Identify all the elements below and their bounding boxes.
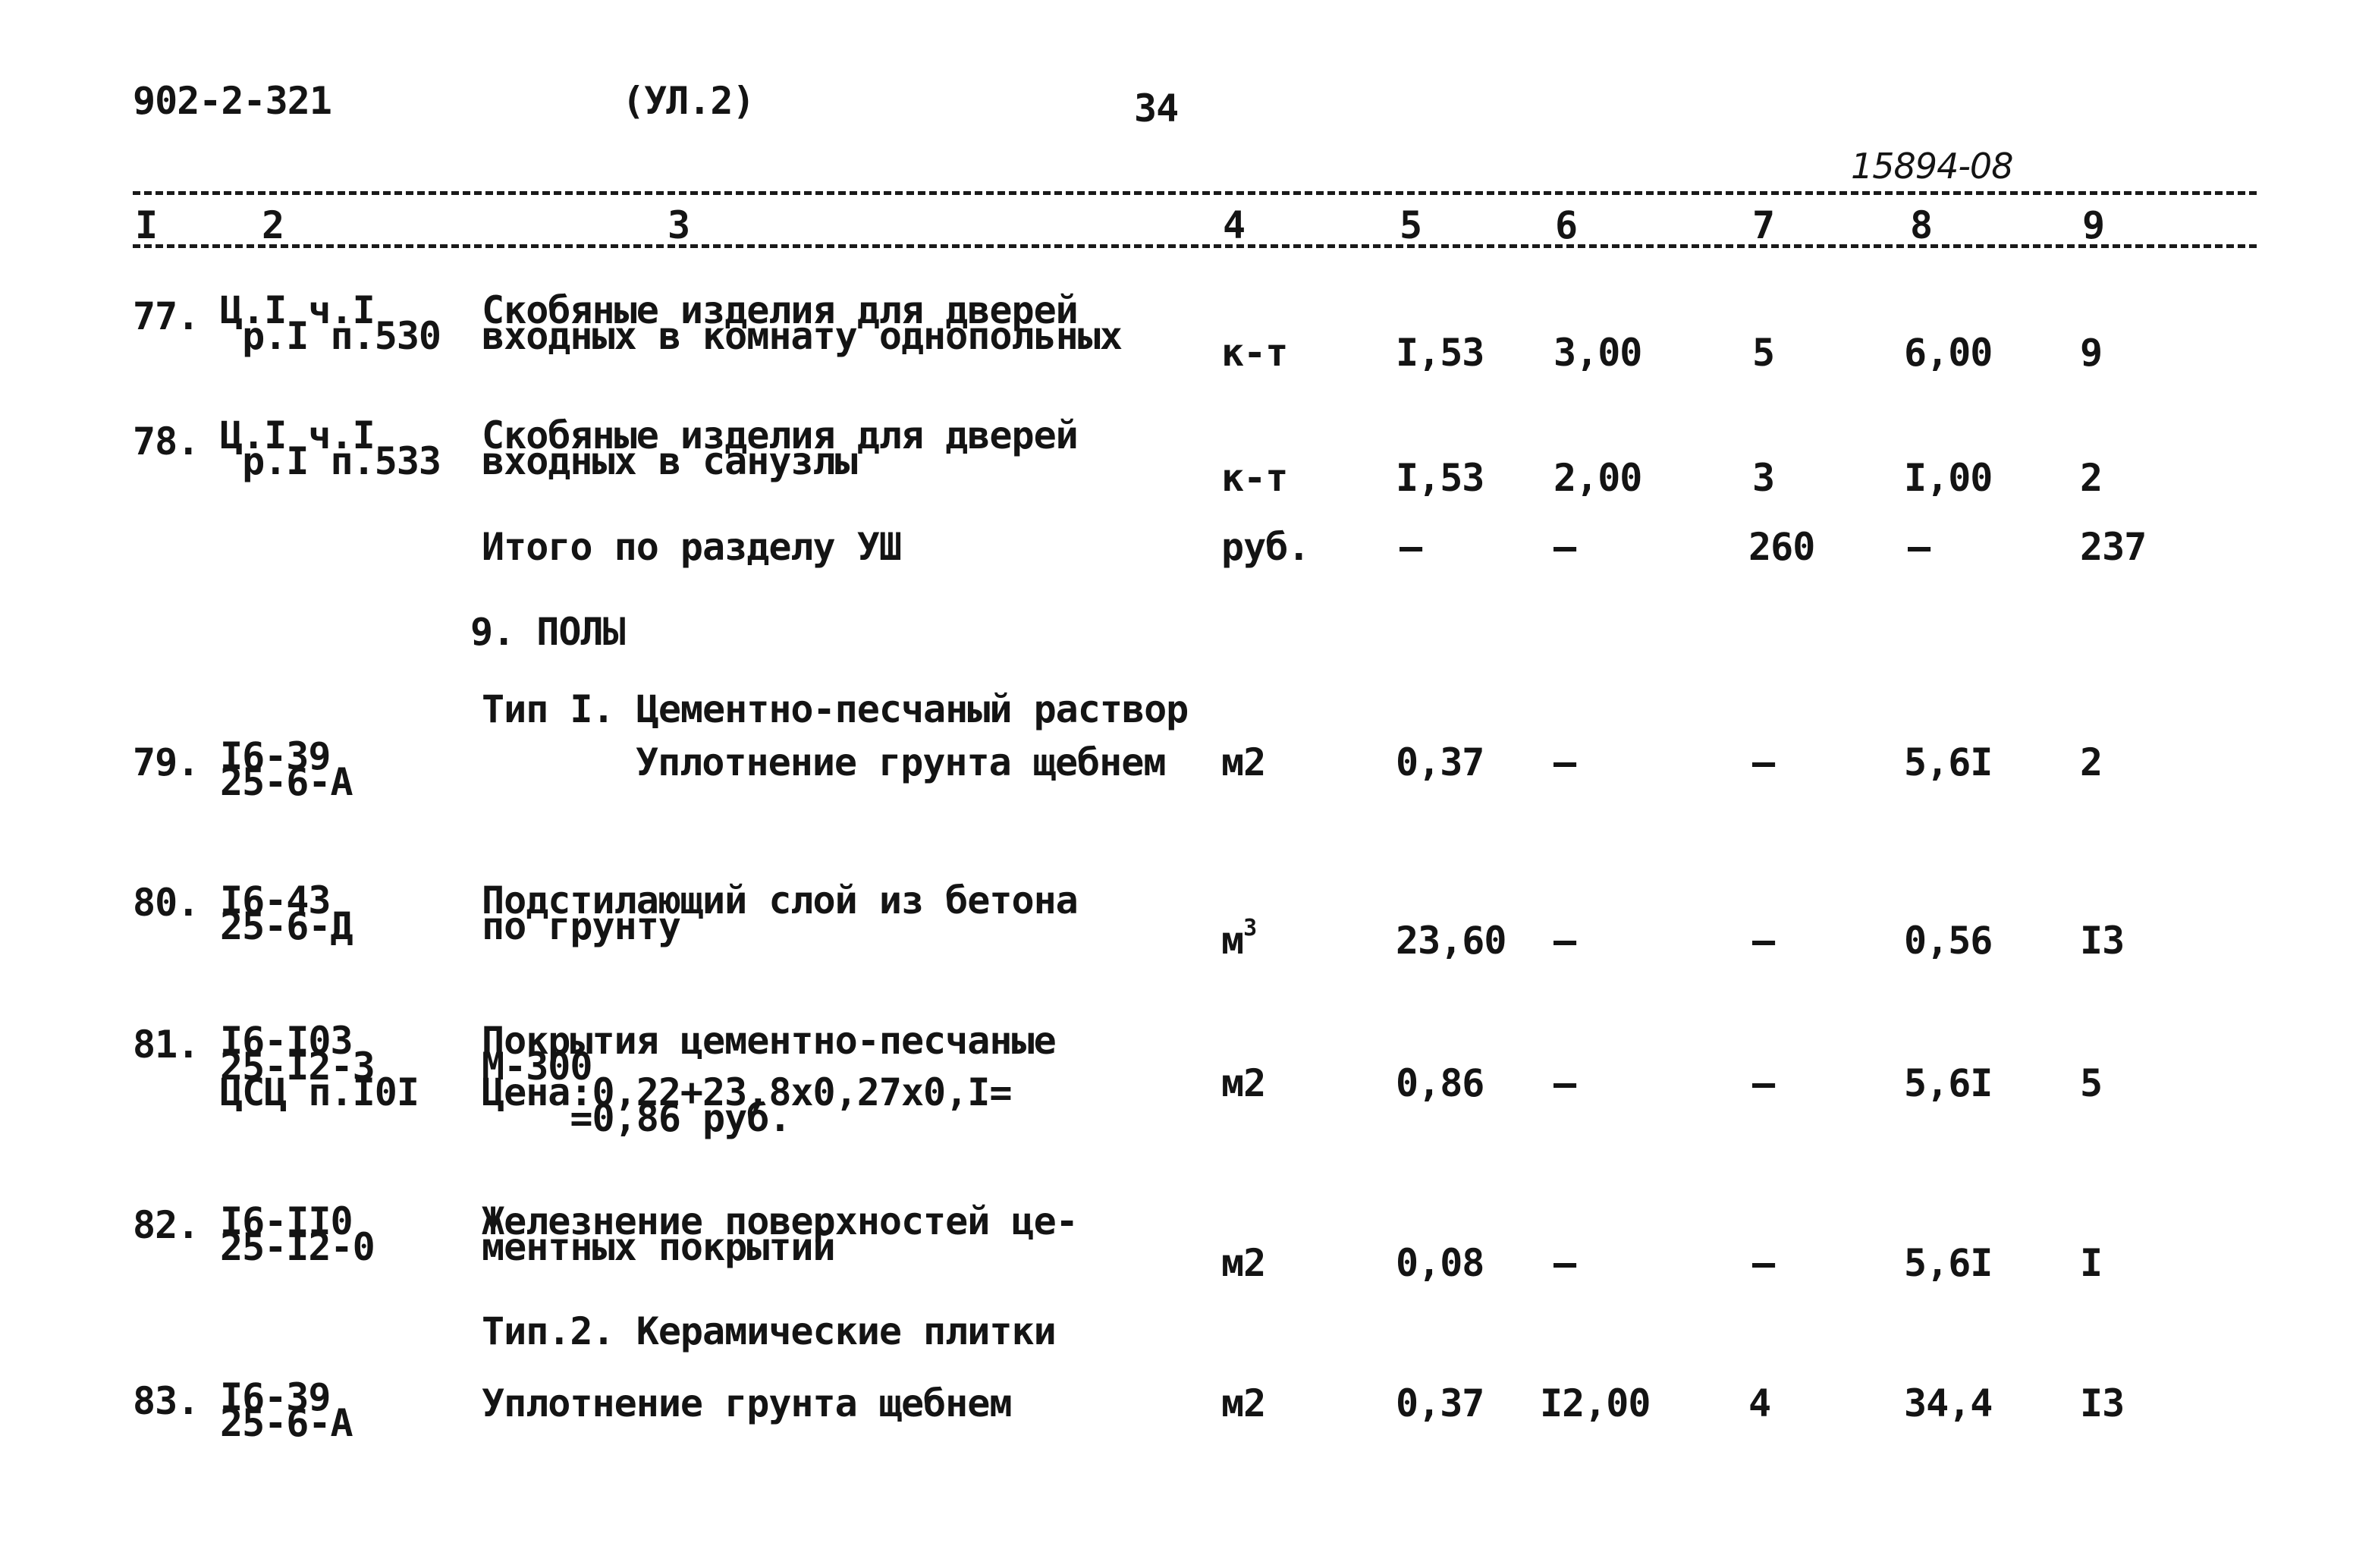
- row-col7: 5: [1752, 331, 1775, 375]
- total-label: Итого по разделу УШ: [482, 525, 901, 569]
- unit-exponent: 3: [1243, 915, 1257, 941]
- row-number: 78.: [133, 419, 199, 463]
- row-col8: 5,6I: [1904, 1241, 1993, 1285]
- row-code: I6-43 25-6-Д: [220, 878, 353, 948]
- row-col7: 3: [1752, 456, 1775, 500]
- row-col5: 23,60: [1396, 919, 1506, 963]
- column-header-3: 3: [668, 203, 690, 247]
- section-heading: 9. ПОЛЫ: [470, 610, 625, 654]
- column-header-2: 2: [262, 203, 284, 247]
- row-number: 81.: [133, 1023, 199, 1067]
- row-number: 83.: [133, 1379, 199, 1423]
- row-unit: к-т: [1221, 331, 1288, 375]
- total-col9: 237: [2080, 525, 2147, 569]
- row-number: 80.: [133, 881, 199, 925]
- column-header-6: 6: [1555, 203, 1578, 247]
- row-col6: –: [1553, 919, 1576, 963]
- row-col5: 0,37: [1396, 740, 1484, 784]
- row-col5: 0,86: [1396, 1061, 1484, 1105]
- column-header-4: 4: [1223, 203, 1246, 247]
- column-header-8: 8: [1910, 203, 1933, 247]
- total-unit: руб.: [1221, 525, 1310, 569]
- table-top-rule: [133, 191, 2257, 195]
- row-col8: I,00: [1904, 456, 1993, 500]
- album-code: (УЛ.2): [622, 79, 755, 123]
- row-number: 82.: [133, 1203, 199, 1247]
- row-col8: 5,6I: [1904, 1061, 1993, 1105]
- row-unit: м2: [1221, 1061, 1266, 1105]
- row-col8: 34,4: [1904, 1381, 1993, 1425]
- document-number: 902-2-321: [133, 79, 331, 123]
- row-code: I6-39 25-6-А: [220, 734, 353, 804]
- row-col9: I3: [2080, 1381, 2125, 1425]
- floor-type-heading: Тип I. Цементно-песчаный раствор: [482, 687, 1189, 731]
- column-header-7: 7: [1752, 203, 1775, 247]
- column-header-9: 9: [2082, 203, 2105, 247]
- row-col5: 0,08: [1396, 1241, 1484, 1285]
- row-col6: 3,00: [1553, 331, 1642, 375]
- inventory-number-handwritten: 15894-08: [1851, 146, 2013, 187]
- row-col8: 5,6I: [1904, 740, 1993, 784]
- row-col6: –: [1553, 740, 1576, 784]
- row-code: I6-I03 25-I2-3 ЦСЦ п.I0I: [220, 1019, 419, 1114]
- row-col7: –: [1752, 919, 1775, 963]
- row-col9: I3: [2080, 919, 2125, 963]
- row-unit: $м^3$: [1221, 915, 1257, 963]
- row-col7: 4: [1748, 1381, 1771, 1425]
- row-unit: к-т: [1221, 456, 1288, 500]
- row-description: Уплотнение грунта щебнем: [482, 1381, 1012, 1425]
- page-number: 34: [1134, 86, 1179, 130]
- row-col5: 0,37: [1396, 1381, 1484, 1425]
- row-col6: I2,00: [1540, 1381, 1651, 1425]
- row-col6: –: [1553, 1061, 1576, 1105]
- row-unit: м2: [1221, 740, 1266, 784]
- column-header-1: I: [135, 203, 158, 247]
- row-code: I6-II0 25-I2-0: [220, 1199, 375, 1269]
- row-col7: –: [1752, 1061, 1775, 1105]
- row-col9: 9: [2080, 331, 2103, 375]
- row-unit: м2: [1221, 1241, 1266, 1285]
- row-col9: I: [2080, 1241, 2103, 1285]
- row-col9: 2: [2080, 456, 2103, 500]
- total-col8: –: [1908, 525, 1930, 569]
- row-code: Ц.I ч.I р.I п.530: [220, 288, 441, 358]
- row-code: I6-39 25-6-А: [220, 1375, 353, 1445]
- row-description: Уплотнение грунта щебнем: [636, 740, 1166, 784]
- row-description: Подстилающий слой из бетона по грунту: [482, 878, 1078, 948]
- row-col5: I,53: [1396, 331, 1484, 375]
- row-col9: 2: [2080, 740, 2103, 784]
- row-number: 77.: [133, 294, 199, 338]
- table-header-rule: [133, 244, 2257, 248]
- row-code: Ц.I ч.I р.I п.533: [220, 413, 441, 483]
- row-description: Скобяные изделия для дверей входных в санузлы: [482, 413, 1078, 483]
- row-col8: 0,56: [1904, 919, 1993, 963]
- row-description: Железнение поверхностей це- ментных покрытий: [482, 1199, 1078, 1269]
- row-col6: 2,00: [1553, 456, 1642, 500]
- row-description: Скобяные изделия для дверей входных в комнату однопольных: [482, 288, 1122, 358]
- row-description: Покрытия цементно-песчаные М-300 Цена:0,22+23,8х0,27х0,I= =0,86 руб.: [482, 1019, 1056, 1140]
- row-number: 79.: [133, 740, 199, 784]
- total-col7: 260: [1748, 525, 1815, 569]
- total-col6: –: [1553, 525, 1576, 569]
- row-col5: I,53: [1396, 456, 1484, 500]
- row-col7: –: [1752, 740, 1775, 784]
- total-col5: –: [1400, 525, 1422, 569]
- floor-type-heading: Тип.2. Керамические плитки: [482, 1309, 1056, 1353]
- row-unit: м2: [1221, 1381, 1266, 1425]
- row-col8: 6,00: [1904, 331, 1993, 375]
- row-col6: –: [1553, 1241, 1576, 1285]
- column-header-5: 5: [1400, 203, 1422, 247]
- row-col7: –: [1752, 1241, 1775, 1285]
- row-col9: 5: [2080, 1061, 2103, 1105]
